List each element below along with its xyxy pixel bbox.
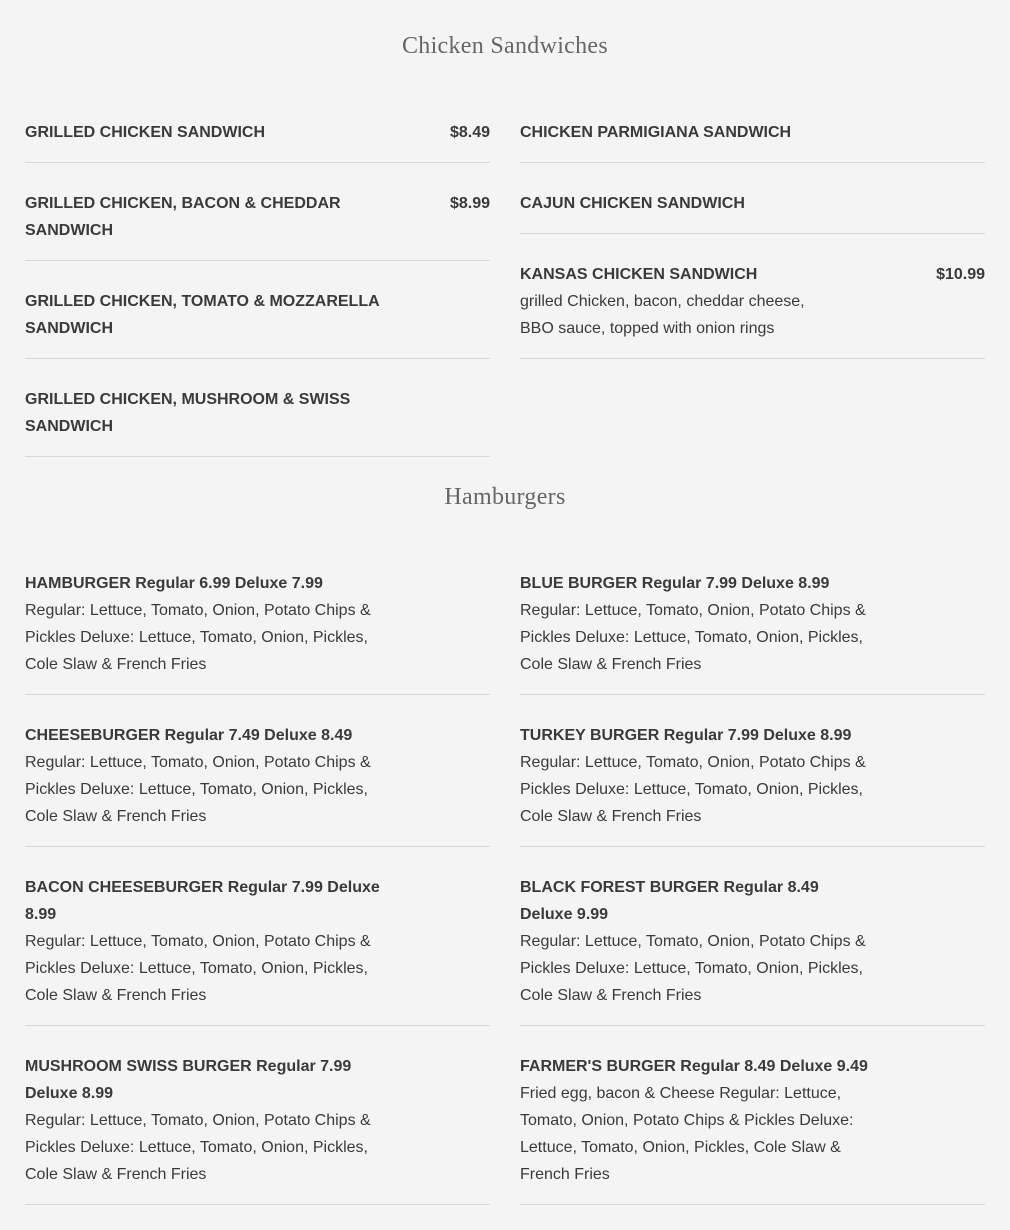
menu-item	[25, 568, 490, 695]
menu-item-description: Regular: Lettuce, Tomato, Onion, Potato Chips & Pickles Deluxe: Lettuce, Tomato, Onion, Pickles, Cole Slaw & French Fries	[25, 1112, 371, 1183]
menu-item	[520, 872, 985, 1026]
menu-item	[25, 286, 490, 359]
menu-item-name: BLUE BURGER Regular 7.99 Deluxe 8.99	[520, 575, 830, 592]
menu-item-name: BLACK FOREST BURGER Regular 8.49 Deluxe 9.99	[520, 879, 819, 923]
menu-item	[25, 117, 490, 163]
menu-item-name: GRILLED CHICKEN, TOMATO & MOZZARELLA SANDWICH	[25, 293, 380, 337]
menu-column-right	[520, 568, 985, 1230]
menu-item-description: Regular: Lettuce, Tomato, Onion, Potato Chips & Pickles Deluxe: Lettuce, Tomato, Onion, Pickles, Cole Slaw & French Fries	[25, 602, 371, 673]
menu-item	[25, 720, 490, 847]
menu-item	[25, 872, 490, 1026]
menu-item-name: TURKEY BURGER Regular 7.99 Deluxe 8.99	[520, 727, 852, 744]
menu-column-left	[25, 568, 490, 1230]
menu-item-price: $10.99	[936, 266, 985, 283]
menu-item-price: $8.49	[449, 124, 490, 141]
menu-item	[520, 1051, 985, 1205]
menu-item-name: GRILLED CHICKEN SANDWICH	[25, 124, 265, 141]
menu-item-description: Regular: Lettuce, Tomato, Onion, Potato Chips & Pickles Deluxe: Lettuce, Tomato, Onion, Pickles, Cole Slaw & French Fries	[520, 602, 866, 673]
menu-item-name: KANSAS CHICKEN SANDWICH	[520, 266, 758, 283]
menu-item-description: Regular: Lettuce, Tomato, Onion, Potato Chips & Pickles Deluxe: Lettuce, Tomato, Onion, Pickles, Cole Slaw & French Fries	[25, 754, 371, 825]
menu-item-name: BACON CHEESEBURGER Regular 7.99 Deluxe 8.99	[25, 879, 380, 923]
section-title-hamburgers: Hamburgers	[444, 484, 566, 510]
chicken-sandwiches-menu	[25, 117, 985, 482]
menu-item-description: Regular: Lettuce, Tomato, Onion, Potato Chips & Pickles Deluxe: Lettuce, Tomato, Onion, Pickles, Cole Slaw & French Fries	[25, 933, 371, 1004]
menu-item-name: GRILLED CHICKEN, MUSHROOM & SWISS SANDWICH	[25, 391, 351, 435]
menu-item-name: CHEESEBURGER Regular 7.49 Deluxe 8.49	[25, 727, 353, 744]
menu-item-name: MUSHROOM SWISS BURGER Regular 7.99 Deluxe 8.99	[25, 1058, 352, 1102]
menu-column-right	[520, 117, 985, 482]
menu-item-description: grilled Chicken, bacon, cheddar cheese, BBO sauce, topped with onion rings	[520, 293, 805, 337]
menu-item-description: Regular: Lettuce, Tomato, Onion, Potato Chips & Pickles Deluxe: Lettuce, Tomato, Onion, Pickles, Cole Slaw & French Fries	[520, 933, 866, 1004]
menu-item	[25, 1051, 490, 1205]
menu-item-price: $8.99	[449, 195, 490, 212]
menu-item	[520, 568, 985, 695]
section-title-chicken-sandwiches: Chicken Sandwiches	[401, 33, 609, 59]
menu-item	[25, 188, 490, 261]
menu-item-name: CAJUN CHICKEN SANDWICH	[520, 195, 745, 212]
menu-item	[520, 117, 985, 163]
menu-item	[520, 720, 985, 847]
menu-column-left	[25, 117, 490, 482]
menu-item-name: CHICKEN PARMIGIANA SANDWICH	[520, 124, 792, 141]
menu-item	[520, 188, 985, 234]
menu-item-description: Fried egg, bacon & Cheese Regular: Lettuce, Tomato, Onion, Potato Chips & Pickles Deluxe: Lettuce, Tomato, Onion, Pickles, Cole Slaw & French Fries	[520, 1085, 854, 1183]
menu-item-name: FARMER'S BURGER Regular 8.49 Deluxe 9.49	[520, 1058, 868, 1075]
menu-item-description: Regular: Lettuce, Tomato, Onion, Potato Chips & Pickles Deluxe: Lettuce, Tomato, Onion, Pickles, Cole Slaw & French Fries	[520, 754, 866, 825]
menu-item	[25, 384, 490, 457]
menu-item-name: HAMBURGER Regular 6.99 Deluxe 7.99	[25, 575, 323, 592]
hamburgers-menu	[25, 568, 985, 1230]
menu-item-name: GRILLED CHICKEN, BACON & CHEDDAR SANDWICH	[25, 195, 341, 239]
menu-item	[520, 259, 985, 359]
